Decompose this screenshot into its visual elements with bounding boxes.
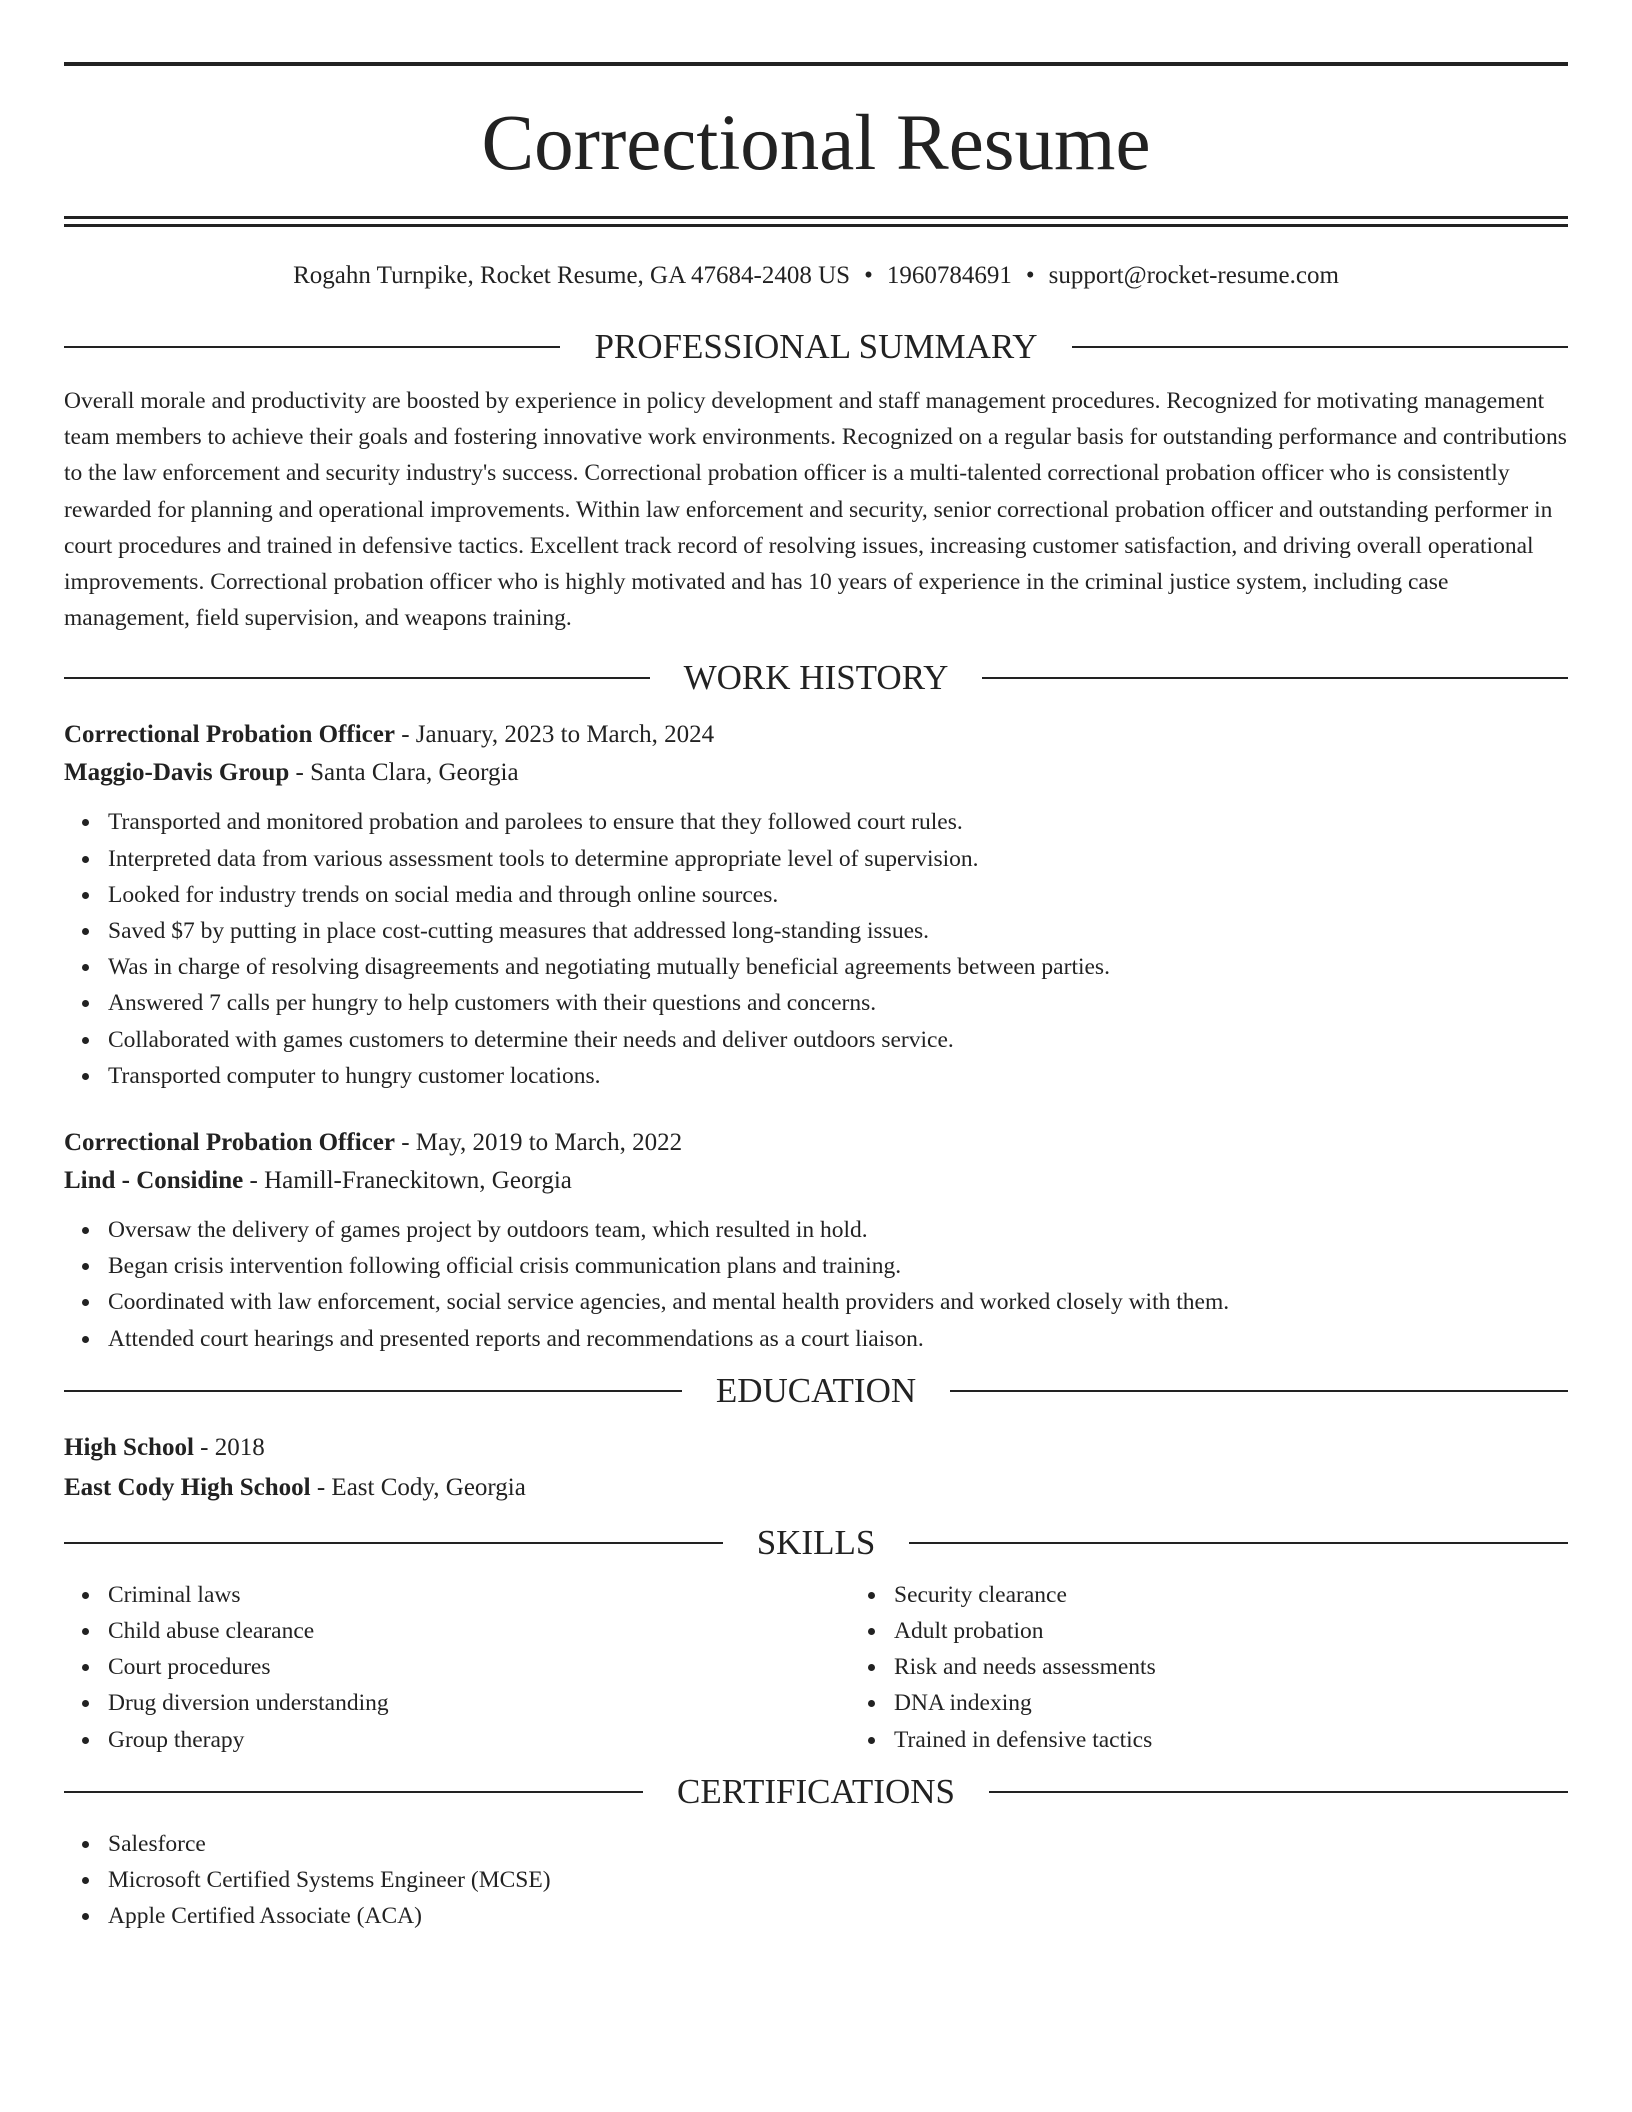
job-location: - Hamill-Franeckitown, Georgia bbox=[243, 1167, 572, 1195]
section-heading-skills bbox=[64, 1521, 1568, 1565]
list-item: Collaborated with games customers to determine their needs and deliver outdoors service. bbox=[108, 1022, 1568, 1058]
heading-rule bbox=[982, 677, 1568, 679]
education-school-line bbox=[64, 1469, 1568, 1507]
list-item: Saved $7 by putting in place cost-cutting measures that addressed long-standing issues. bbox=[108, 913, 1568, 949]
section-heading-work-history bbox=[64, 656, 1568, 700]
list-item: Transported and monitored probation and parolees to ensure that they followed court rules. bbox=[108, 804, 1568, 840]
job-title: Correctional Probation Officer bbox=[64, 721, 395, 749]
skill-item: Child abuse clearance bbox=[108, 1613, 850, 1649]
skill-item: DNA indexing bbox=[894, 1685, 1632, 1721]
education-degree-line bbox=[64, 1429, 1568, 1467]
job-location: - Santa Clara, Georgia bbox=[289, 759, 519, 787]
skill-item: Drug diversion understanding bbox=[108, 1685, 850, 1721]
list-item: Began crisis intervention following official crisis communication plans and training. bbox=[108, 1248, 1568, 1284]
list-item: Attended court hearings and presented reports and recommendations as a court liaison. bbox=[108, 1321, 1568, 1357]
job-title-line bbox=[64, 1124, 1568, 1162]
heading-rule bbox=[909, 1542, 1568, 1544]
certification-item: Salesforce bbox=[108, 1826, 1568, 1862]
contact-phone: 1960784691 bbox=[886, 262, 1012, 289]
section-title: CERTIFICATIONS bbox=[677, 1771, 955, 1811]
top-rule bbox=[64, 62, 1568, 66]
summary-text: Overall morale and productivity are boosted by experience in policy development and staff management procedures. Recognized for motivating management team members to achieve their goals and fostering innovative work environments. Recognized on a regular basis for outstanding performance and contributions to the law enforcement and security industry's success. Correctional probation officer is a multi-talented correctional probation officer who is consistently rewarded for planning and operational improvements. Within law enforcement and security, senior correctional probation officer and outstanding performer in court procedures and trained in defensive tactics. Excellent track record of resolving issues, increasing customer satisfaction, and driving overall operational improvements. Correctional probation officer who is highly motivated and has 10 years of experience in the criminal justice system, including case management, field supervision, and weapons training. bbox=[64, 388, 1567, 632]
skill-item: Criminal laws bbox=[108, 1577, 850, 1613]
contact-address: Rogahn Turnpike, Rocket Resume, GA 47684-2408 US bbox=[293, 262, 851, 289]
heading-rule bbox=[1072, 346, 1568, 348]
list-item: Oversaw the delivery of games project by outdoors team, which resulted in hold. bbox=[108, 1212, 1568, 1248]
skill-item: Adult probation bbox=[894, 1613, 1632, 1649]
section-title: PROFESSIONAL SUMMARY bbox=[594, 327, 1038, 366]
skills-list-right bbox=[850, 1577, 1632, 1758]
resume-title: Correctional Resume bbox=[481, 100, 1151, 187]
section-heading-education bbox=[64, 1369, 1568, 1413]
section-title: WORK HISTORY bbox=[683, 658, 949, 698]
job-duties-list bbox=[64, 1212, 1568, 1357]
certification-item: Microsoft Certified Systems Engineer (MCSE) bbox=[108, 1862, 1568, 1898]
section-heading-certifications bbox=[64, 1770, 1568, 1814]
list-item: Coordinated with law enforcement, social service agencies, and mental health providers and worked closely with them. bbox=[108, 1284, 1568, 1320]
job-company-line bbox=[64, 754, 1568, 792]
heading-rule bbox=[64, 1390, 682, 1392]
skill-item: Trained in defensive tactics bbox=[894, 1722, 1632, 1758]
job-dates: - January, 2023 to March, 2024 bbox=[394, 721, 715, 749]
education-school: East Cody High School bbox=[64, 1473, 311, 1501]
heading-rule bbox=[64, 1791, 643, 1793]
job-entry bbox=[64, 716, 1568, 1094]
contact-separator: • bbox=[864, 262, 873, 289]
skill-item: Security clearance bbox=[894, 1577, 1632, 1613]
skills-grid bbox=[64, 1565, 1568, 1758]
section-title: SKILLS bbox=[756, 1522, 876, 1562]
job-company: Lind - Considine bbox=[64, 1167, 244, 1195]
education-year: - 2018 bbox=[193, 1433, 265, 1461]
list-item: Answered 7 calls per hungry to help customers with their questions and concerns. bbox=[108, 985, 1568, 1021]
education-entry bbox=[64, 1429, 1568, 1507]
list-item: Transported computer to hungry customer locations. bbox=[108, 1058, 1568, 1094]
skills-list-left bbox=[64, 1577, 850, 1758]
education-degree: High School bbox=[64, 1433, 194, 1461]
skill-item: Risk and needs assessments bbox=[894, 1649, 1632, 1685]
job-company: Maggio-Davis Group bbox=[64, 759, 290, 787]
contact-email: support@rocket-resume.com bbox=[1048, 262, 1339, 289]
heading-rule bbox=[64, 1542, 723, 1544]
heading-rule bbox=[64, 346, 560, 348]
contact-separator: • bbox=[1025, 262, 1035, 289]
heading-rule bbox=[64, 677, 650, 679]
list-item: Looked for industry trends on social media and through online sources. bbox=[108, 877, 1568, 913]
heading-rule bbox=[950, 1390, 1568, 1392]
title-double-rule bbox=[64, 216, 1568, 227]
heading-rule bbox=[989, 1791, 1568, 1793]
education-location: - East Cody, Georgia bbox=[310, 1473, 526, 1501]
list-item: Interpreted data from various assessment tools to determine appropriate level of supervision. bbox=[108, 841, 1568, 877]
job-company-line bbox=[64, 1162, 1568, 1200]
job-entry bbox=[64, 1124, 1568, 1357]
contact-line bbox=[64, 261, 1568, 291]
certifications-list bbox=[64, 1826, 1568, 1935]
job-title: Correctional Probation Officer bbox=[64, 1129, 395, 1157]
section-title: EDUCATION bbox=[715, 1370, 917, 1410]
certification-item: Apple Certified Associate (ACA) bbox=[108, 1898, 1568, 1934]
job-title-line bbox=[64, 716, 1568, 754]
skill-item: Court procedures bbox=[108, 1649, 850, 1685]
skill-item: Group therapy bbox=[108, 1722, 850, 1758]
job-duties-list bbox=[64, 804, 1568, 1094]
section-heading-summary bbox=[64, 325, 1568, 369]
job-dates: - May, 2019 to March, 2022 bbox=[394, 1129, 683, 1157]
list-item: Was in charge of resolving disagreements and negotiating mutually beneficial agreements between parties. bbox=[108, 949, 1568, 985]
